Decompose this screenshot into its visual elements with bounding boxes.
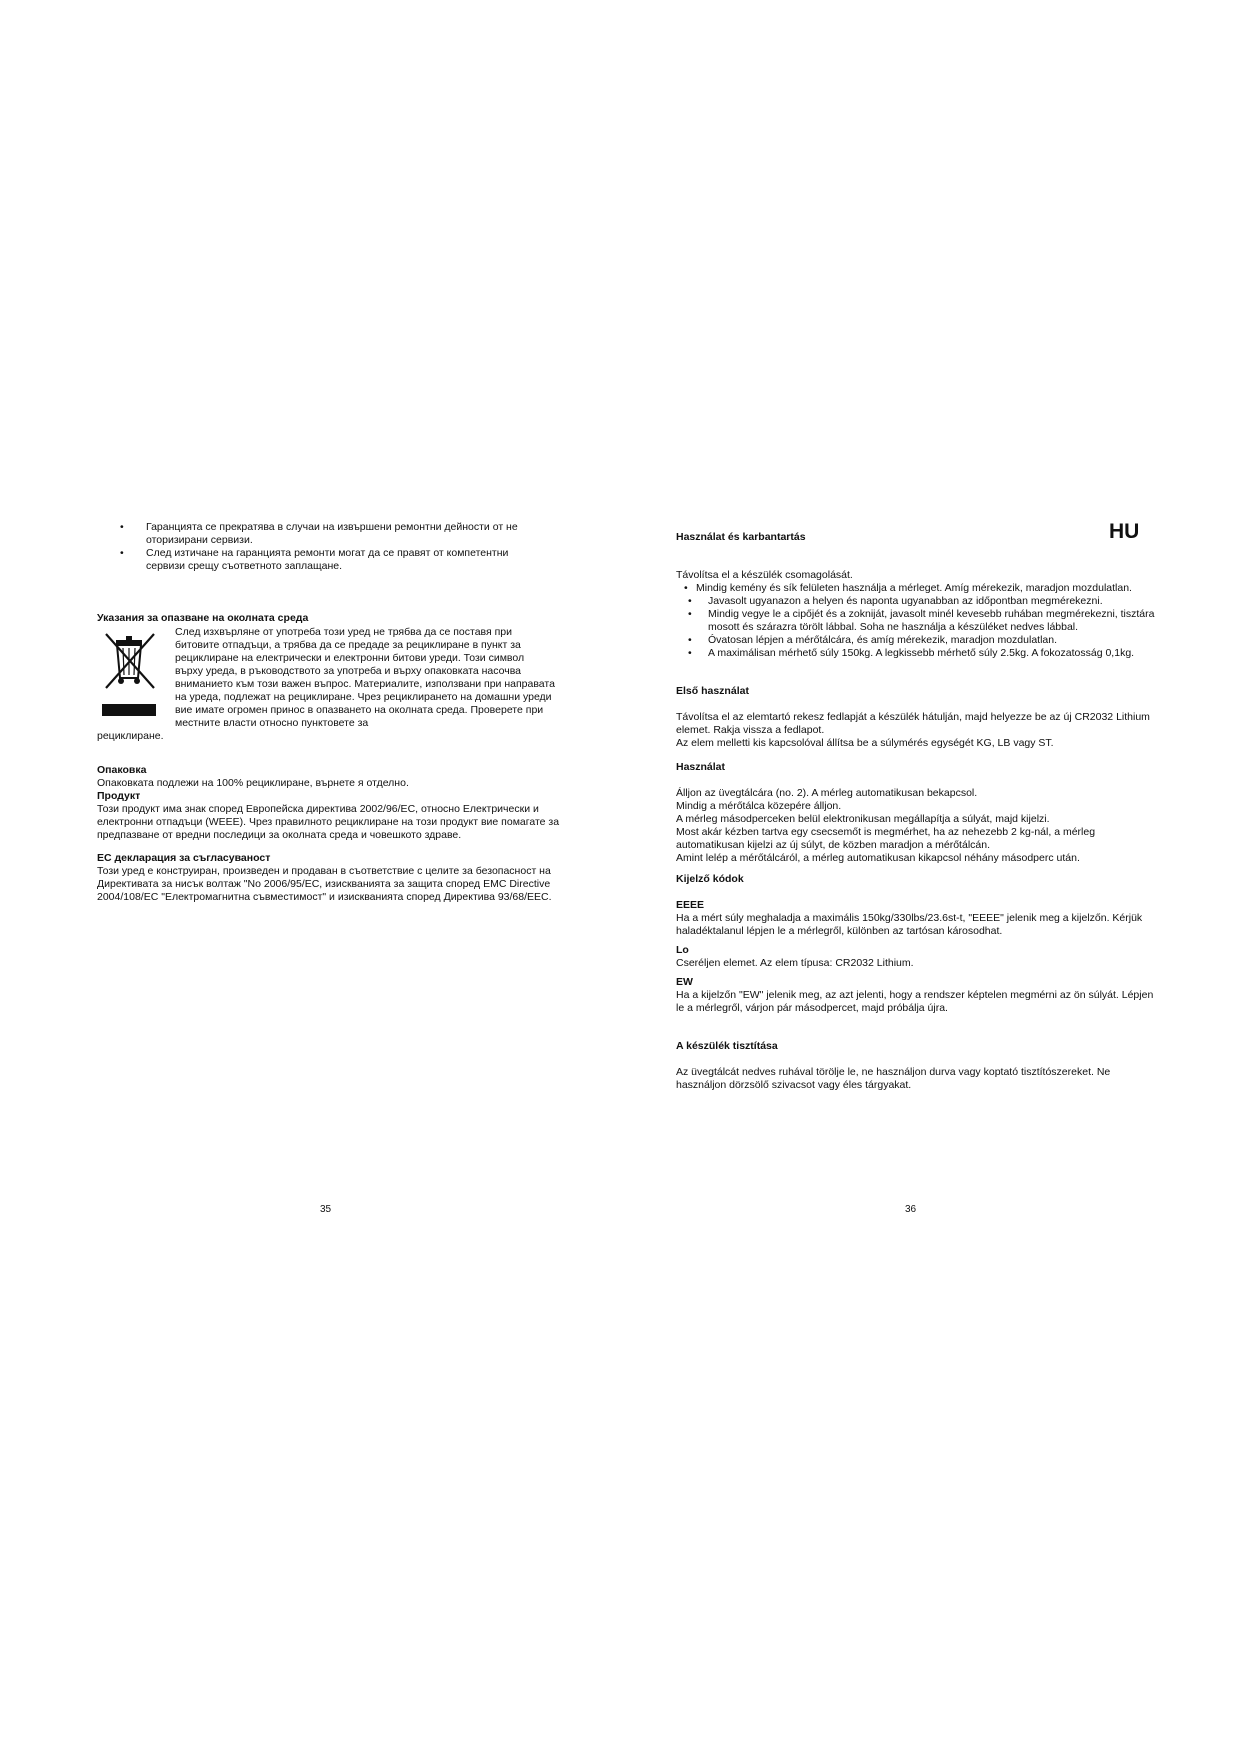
language-badge: HU [1109, 520, 1140, 543]
bullet-icon: • [688, 634, 692, 646]
code-eeee-heading: EEEE [676, 899, 705, 911]
usage-maintenance-list [676, 582, 1156, 660]
display-codes-heading: Kijelző kódok [676, 873, 744, 885]
usage-maintenance-intro: Távolítsa el a készülék csomagolását. [676, 569, 853, 581]
code-ew-text: Ha a kijelzőn "EW" jelenik meg, az azt jelenti, hogy a rendszer képtelen megmérni az ön súlyát. Lépjen le a mérlegről, várjon pár másodpercet, majd próbálja újra. [676, 989, 1154, 1014]
environment-text: След изхвърляне от употреба този уред не трябва да се поставя при битовите отпадъци, а трябва да се предаде за рециклиране в пункт за рециклиране на електрически и електронни битови уреди. Този символ върху уреда, в ръководството за употреба и върху опаковката насочва вниманието към този важен въпрос. Материалите, използвани при направата на уреда, подлежат на рециклиране. Чрез рециклирането на домашни уреди вие имате огромен принос в опазването на околната среда. Проверете при местните власти относно пунктовете за [175, 626, 555, 729]
use-section [676, 761, 1156, 865]
code-lo-heading: Lo [676, 944, 689, 956]
first-use-text: Az elem melletti kis kapcsolóval állítsa be a súlymérés egységét KG, LB vagy ST. [676, 737, 1054, 749]
display-codes-section [676, 873, 1156, 1015]
environment-body [97, 626, 557, 730]
usage-maintenance-section [676, 531, 1156, 660]
use-text: Mindig a mérőtálca közepére álljon. [676, 800, 842, 812]
cleaning-section [676, 1040, 1156, 1092]
environment-text-tail: рециклиране. [97, 730, 164, 742]
page-number: 35 [320, 1204, 332, 1215]
ec-declaration-text: Този уред е конструиран, произведен и продаван в съответствие с целите за безопасност на Директивата за нисък волтаж "No 2006/95/EC, изискванията за защита според EMC Directive 2004/108/EC "Електромагнитна съвместимост" и изискванията според Директива 93/68/EEC. [97, 865, 552, 903]
ec-declaration-section [97, 852, 567, 904]
code-ew-heading: EW [676, 976, 693, 988]
product-heading: Продукт [97, 790, 141, 802]
product-text: Този продукт има знак според Европейска директива 2002/96/EC, относно Електрически и електронни отпадъци (WEEE). Чрез правилното рециклиране на този продукт вие помагате за предпазване от вредни последици за околната среда и човешкото здраве. [97, 803, 560, 841]
warranty-bullet-list [120, 521, 550, 573]
packaging-section [97, 764, 567, 842]
use-text: A mérleg másodperceken belül elektronikusan megállapítja a súlyát, majd kijelzi. [676, 813, 1050, 825]
list-item: • Mindig vegye le a cipőjét és a zokniját, javasolt minél kevesebb ruhában megmérekezni, tisztára mosott és szárazra törölt lábbal. Soha ne használja a készüléket nedves lábbal. [688, 608, 1155, 633]
cleaning-text: Az üvegtálcát nedves ruhával törölje le, ne használjon durva vagy koptató tisztítószereket. Ne használjon dörzsölő szivacsot vagy éles tárgyakat. [676, 1066, 1111, 1091]
ec-declaration-heading: ЕС декларация за съгласуваност [97, 852, 271, 864]
use-heading: Használat [676, 761, 726, 773]
cleaning-heading: A készülék tisztítása [676, 1040, 778, 1052]
list-item: • Javasolt ugyanazon a helyen és naponta ugyanabban az időpontban megmérekezni. [688, 595, 1103, 607]
first-use-heading: Első használat [676, 685, 749, 697]
page-number: 36 [905, 1204, 917, 1215]
bullet-icon: • [684, 582, 688, 594]
bullet-icon: • [688, 595, 692, 607]
packaging-heading: Опаковка [97, 764, 147, 776]
bullet-icon: • [688, 647, 692, 659]
environment-section [97, 612, 557, 743]
bullet-icon: • [120, 521, 124, 533]
usage-maintenance-heading: Használat és karbantartás [676, 531, 806, 543]
bullet-icon: • [688, 608, 692, 620]
code-eeee-text: Ha a mért súly meghaladja a maximális 150kg/330lbs/23.6st-t, "EEEE" jelenik meg a kijelzőn. Kérjük haladéktalanul lépjen le a mérlegről, különben az tartósan károsodhat. [676, 912, 1143, 937]
list-item: • A maximálisan mérhető súly 150kg. A legkissebb mérhető súly 2.5kg. A fokozatosság 0,1kg. [688, 647, 1135, 659]
use-text: Amint lelép a mérőtálcáról, a mérleg automatikusan kikapcsol néhány másodperc után. [676, 852, 1080, 864]
list-item: • Mindig kemény és sík felületen használja a mérleget. Amíg mérekezik, maradjon mozdulatlan. [684, 582, 1132, 594]
environment-heading: Указания за опазване на околната среда [97, 612, 309, 624]
crossed-out-wheelie-bin-icon [100, 630, 160, 720]
left-page [0, 0, 620, 1754]
list-item: • Óvatosan lépjen a mérőtálcára, és amíg mérekezik, maradjon mozdulatlan. [688, 634, 1058, 646]
use-text: Álljon az üvegtálcára (no. 2). A mérleg automatikusan bekapcsol. [676, 787, 978, 799]
right-page [620, 0, 1241, 1754]
first-use-section [676, 685, 1156, 750]
list-item: • Гаранцията се прекратява в случаи на извършени ремонтни дейности от не оторизирани сервизи. [120, 521, 518, 546]
first-use-text: Távolítsa el az elemtartó rekesz fedlapját a készülék hátulján, majd helyezze be az új CR2032 Lithium elemet. Rakja vissza a fedlapot. [676, 711, 1150, 736]
code-lo-text: Cseréljen elemet. Az elem típusa: CR2032 Lithium. [676, 957, 914, 969]
use-text: Most akár kézben tartva egy csecsemőt is megmérhet, ha az nehezebb 2 kg-nál, a mérleg automatikusan kijelzi az új súlyt, de közben maradjon a mérőtálcán. [676, 826, 1096, 851]
list-item: • След изтичане на гаранцията ремонти могат да се правят от компетентни сервизи срещу съответното заплащане. [120, 547, 509, 572]
packaging-text: Опаковката подлежи на 100% рециклиране, върнете я отделно. [97, 777, 409, 789]
bullet-icon: • [120, 547, 124, 559]
